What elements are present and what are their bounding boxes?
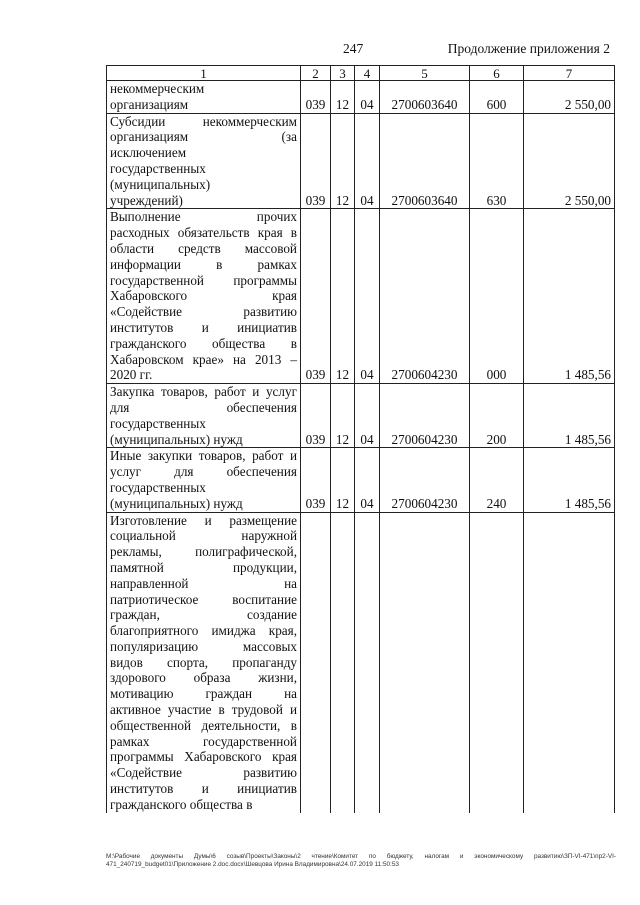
table-body bbox=[107, 81, 615, 813]
amount-cell: 1 485,56 bbox=[524, 448, 615, 512]
amount-cell: 1 485,56 bbox=[524, 209, 615, 384]
item-name-line: некоммерческим bbox=[110, 81, 205, 96]
ministry-code-cell bbox=[301, 512, 331, 813]
item-name-line: области средств массовой bbox=[110, 240, 297, 256]
subsection-code-cell: 04 bbox=[355, 113, 380, 209]
item-name-line: социальной наружной bbox=[110, 528, 297, 544]
item-name-line: организациям (за bbox=[110, 129, 297, 145]
column-header: 4 bbox=[355, 66, 380, 81]
item-name-line: государственных bbox=[110, 479, 206, 495]
item-name-line: граждан, создание bbox=[110, 607, 297, 623]
expense-type-cell: 600 bbox=[470, 81, 524, 114]
table-row bbox=[107, 384, 615, 448]
column-header: 2 bbox=[301, 66, 331, 81]
item-name-cell bbox=[107, 512, 301, 813]
expense-type-cell bbox=[470, 512, 524, 813]
document-path-footer: M:\Рабочие документы Думы\6 созыв\Проекты\Законы\2 чтение\Комитет по бюджету, налогам и экономическому развитию\ЗП-VI-471\пр2-VI-471_240719_budget01\Приложение 2.doc.docx\Шевцова Ирина Владимировна\24.07.2019 11:50:53 bbox=[106, 853, 616, 868]
item-name-cell bbox=[107, 384, 301, 448]
item-name-line: памятной продукции, bbox=[110, 559, 297, 575]
section-code-cell bbox=[331, 512, 355, 813]
item-name-line: 2020 гг. bbox=[110, 367, 153, 383]
item-name-line: гражданского общества в bbox=[110, 335, 297, 351]
target-code-cell: 2700604230 bbox=[380, 448, 470, 512]
ministry-code-cell: 039 bbox=[301, 448, 331, 512]
amount-cell: 1 485,56 bbox=[524, 384, 615, 448]
item-name-line: Изготовление и размещение bbox=[110, 512, 297, 528]
item-name-line: государственных bbox=[110, 160, 206, 176]
item-name-line: организациям bbox=[110, 96, 189, 112]
item-name-line: Субсидии некоммерческим bbox=[110, 113, 297, 129]
item-name-line: Иные закупки товаров, работ и bbox=[110, 448, 297, 464]
item-name-line: учреждений) bbox=[110, 192, 183, 208]
expense-type-cell: 000 bbox=[470, 209, 524, 384]
subsection-code-cell: 04 bbox=[355, 209, 380, 384]
target-code-cell: 2700603640 bbox=[380, 81, 470, 114]
column-header: 1 bbox=[107, 66, 301, 81]
page-number: 247 bbox=[343, 41, 364, 56]
subsection-code-cell bbox=[355, 512, 380, 813]
item-name-line: институтов и инициатив bbox=[110, 319, 297, 335]
item-name-line: видов спорта, пропаганду bbox=[110, 654, 297, 670]
target-code-cell bbox=[380, 512, 470, 813]
item-name-line: активное участие в трудовой и bbox=[110, 702, 297, 718]
item-name-cell bbox=[107, 113, 301, 209]
item-name-line: гражданского общества в bbox=[110, 796, 253, 812]
section-code-cell: 12 bbox=[331, 81, 355, 114]
amount-cell bbox=[524, 512, 615, 813]
expense-type-cell: 240 bbox=[470, 448, 524, 512]
column-header: 6 bbox=[470, 66, 524, 81]
item-name-line: благоприятного имиджа края, bbox=[110, 623, 297, 639]
item-name-cell bbox=[107, 209, 301, 384]
column-number-row bbox=[107, 66, 615, 81]
section-code-cell: 12 bbox=[331, 209, 355, 384]
expense-type-cell: 200 bbox=[470, 384, 524, 448]
item-name-line: популяризацию массовых bbox=[110, 638, 297, 654]
table-row bbox=[107, 81, 615, 114]
item-name-line: здорового образа жизни, bbox=[110, 670, 297, 686]
ministry-code-cell: 039 bbox=[301, 209, 331, 384]
section-code-cell: 12 bbox=[331, 113, 355, 209]
section-code-cell: 12 bbox=[331, 448, 355, 512]
expense-type-cell: 630 bbox=[470, 113, 524, 209]
item-name-cell bbox=[107, 448, 301, 512]
item-name-line: «Содействие развитию bbox=[110, 304, 297, 320]
ministry-code-cell: 039 bbox=[301, 81, 331, 114]
amount-cell: 2 550,00 bbox=[524, 113, 615, 209]
item-name-line: Хабаровского края bbox=[110, 288, 297, 304]
subsection-code-cell: 04 bbox=[355, 448, 380, 512]
item-name-line: (муниципальных) bbox=[110, 176, 211, 192]
subsection-code-cell: 04 bbox=[355, 81, 380, 114]
item-name-line: патриотическое воспитание bbox=[110, 591, 297, 607]
table-row bbox=[107, 448, 615, 512]
item-name-line: направленной на bbox=[110, 575, 297, 591]
item-name-line: программы Хабаровского края bbox=[110, 749, 297, 765]
item-name-line: расходных обязательств края в bbox=[110, 225, 297, 241]
item-name-line: мотивацию граждан на bbox=[110, 686, 297, 702]
ministry-code-cell: 039 bbox=[301, 113, 331, 209]
table-row bbox=[107, 113, 615, 209]
item-name-line: государственных bbox=[110, 415, 206, 431]
table-row bbox=[107, 209, 615, 384]
item-name-line: общественной деятельности, в bbox=[110, 717, 297, 733]
ministry-code-cell: 039 bbox=[301, 384, 331, 448]
target-code-cell: 2700603640 bbox=[380, 113, 470, 209]
item-name-line: информации в рамках bbox=[110, 256, 297, 272]
column-header: 5 bbox=[380, 66, 470, 81]
item-name-line: Закупка товаров, работ и услуг bbox=[110, 384, 297, 400]
item-name-line: исключением bbox=[110, 145, 187, 161]
item-name-line: (муниципальных) нужд bbox=[110, 495, 243, 511]
table-row bbox=[107, 512, 615, 813]
subsection-code-cell: 04 bbox=[355, 384, 380, 448]
target-code-cell: 2700604230 bbox=[380, 209, 470, 384]
item-name-line: для обеспечения bbox=[110, 399, 297, 415]
column-header: 7 bbox=[524, 66, 615, 81]
item-name-line: «Содействие развитию bbox=[110, 765, 297, 781]
target-code-cell: 2700604230 bbox=[380, 384, 470, 448]
continuation-label: Продолжение приложения 2 bbox=[447, 41, 610, 56]
item-name-cell bbox=[107, 81, 301, 114]
item-name-line: (муниципальных) нужд bbox=[110, 431, 243, 447]
item-name-line: Хабаровском крае» на 2013 – bbox=[110, 351, 297, 367]
budget-table bbox=[106, 65, 615, 813]
item-name-line: Выполнение прочих bbox=[110, 209, 297, 225]
column-header: 3 bbox=[331, 66, 355, 81]
item-name-line: государственной программы bbox=[110, 272, 297, 288]
item-name-line: институтов и инициатив bbox=[110, 781, 297, 797]
item-name-line: рамках государственной bbox=[110, 733, 297, 749]
item-name-line: рекламы, полиграфической, bbox=[110, 544, 297, 560]
section-code-cell: 12 bbox=[331, 384, 355, 448]
item-name-line: услуг для обеспечения bbox=[110, 464, 297, 480]
page-header bbox=[0, 41, 640, 59]
amount-cell: 2 550,00 bbox=[524, 81, 615, 114]
